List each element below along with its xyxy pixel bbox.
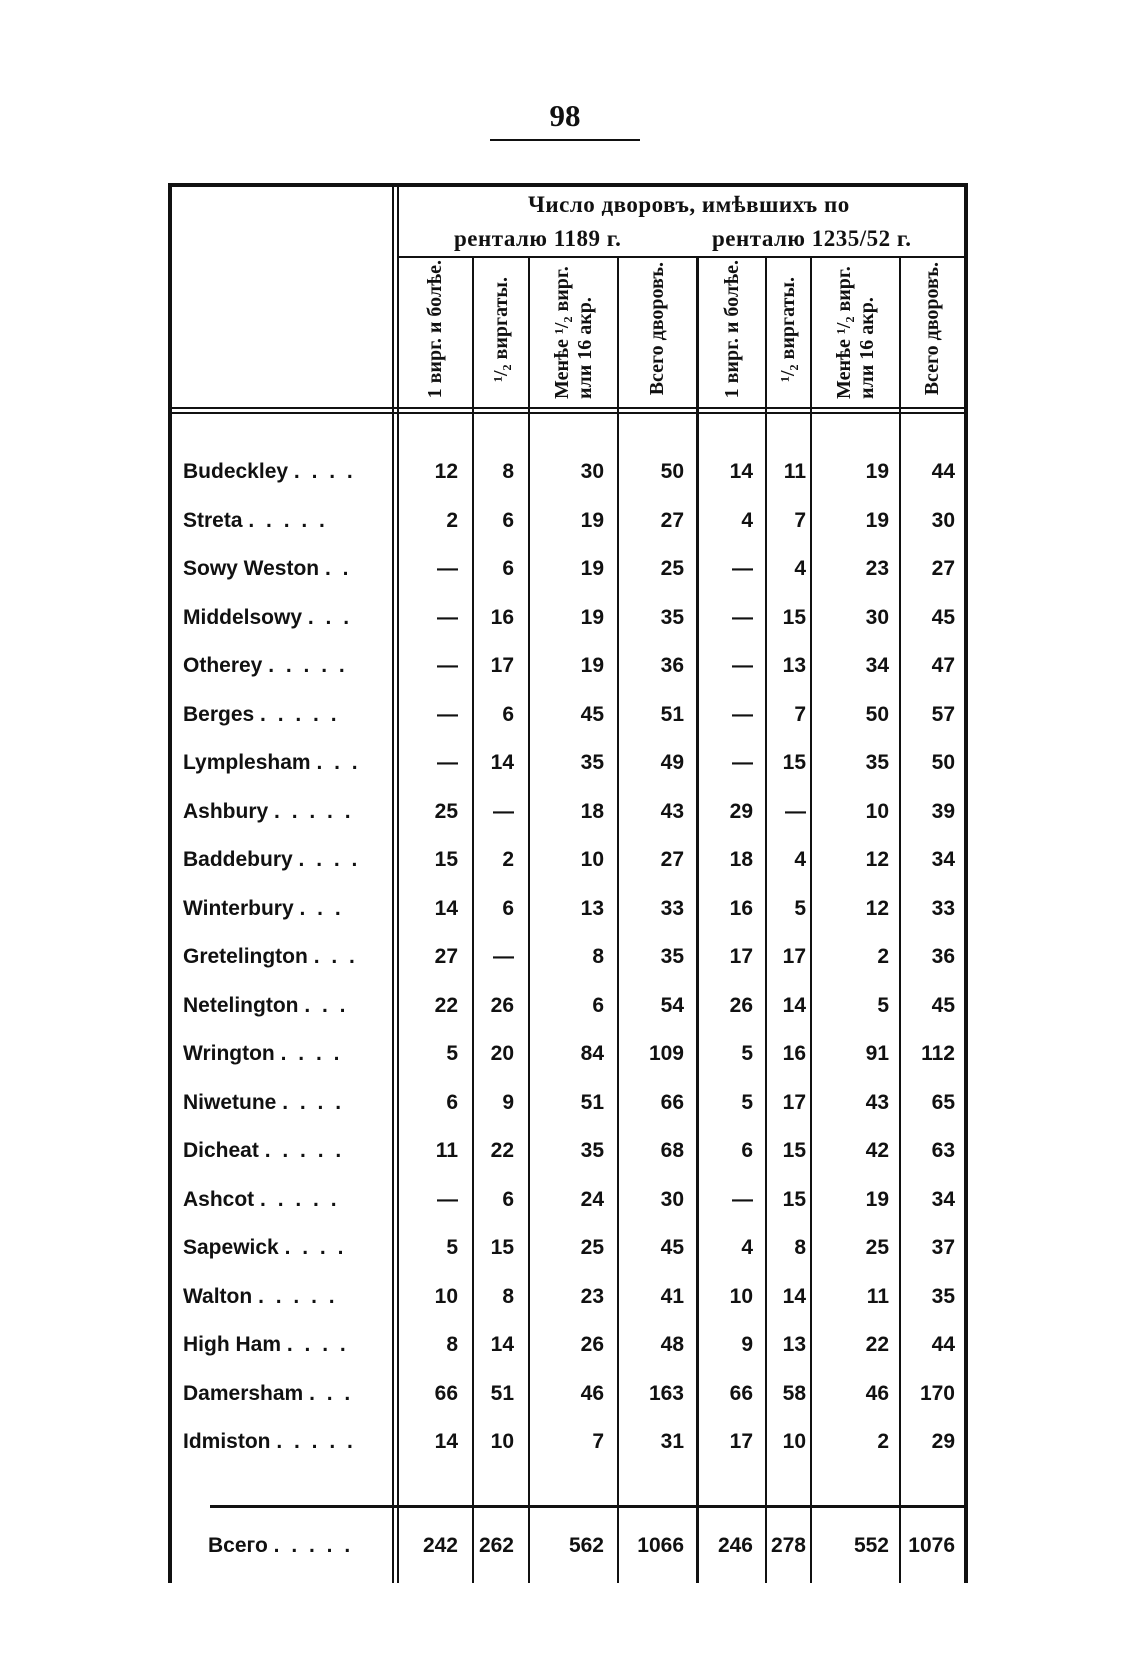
table-cell: 50 [865, 702, 889, 726]
col-header [812, 258, 899, 400]
table-cell: 35 [865, 751, 889, 774]
table-cell: 10 [782, 1430, 806, 1453]
leader-dots: . . . . . [268, 654, 348, 677]
table-cell: 26 [580, 1333, 604, 1356]
row-label [183, 1188, 393, 1212]
place-name: Ashcot [183, 1187, 255, 1211]
table-cell: 19 [580, 557, 604, 580]
table-cell: 23 [865, 557, 889, 580]
table-cell: 30 [931, 508, 955, 532]
table-cell: 44 [931, 1333, 955, 1356]
row-label [183, 557, 393, 581]
col-header [619, 258, 696, 400]
table-cell: 112 [921, 1042, 955, 1065]
row-label [183, 945, 393, 969]
table-cell: 49 [660, 751, 684, 774]
table-cell: — [437, 1187, 458, 1211]
table-cell: — [732, 557, 753, 580]
table-cell: 15 [782, 605, 806, 629]
leader-dots: . . . [313, 945, 358, 968]
table-cell: 35 [660, 945, 684, 968]
table-cell: 45 [660, 1236, 684, 1259]
table-cell: 24 [580, 1187, 604, 1211]
place-name: Niwetune [183, 1090, 277, 1114]
leader-dots: . . . . . [260, 1187, 340, 1211]
table-cell: 68 [660, 1139, 684, 1162]
table-cell: 45 [931, 993, 955, 1017]
place-name: Idmiston [183, 1430, 271, 1453]
table-cell: 11 [866, 1284, 889, 1308]
table-cell: 8 [502, 1284, 514, 1308]
table-cell: 18 [729, 848, 753, 871]
table-cell: — [493, 945, 514, 968]
table-cell: 13 [782, 1333, 806, 1356]
place-name: Otherey [183, 654, 263, 677]
table-cell: 10 [865, 799, 889, 823]
row-label [183, 897, 393, 921]
table-cell: 5 [794, 896, 806, 920]
table-cell: 23 [580, 1284, 604, 1308]
table-cell: 6 [502, 1187, 514, 1211]
table-cell: 15 [434, 848, 458, 871]
header-bottom-rule [172, 407, 964, 409]
leader-dots: . . . . . [258, 1284, 338, 1308]
col-sep-2 [528, 258, 530, 1583]
table-cell: 26 [729, 993, 753, 1017]
table-cell: 10 [490, 1430, 514, 1453]
table-cell: 19 [580, 654, 604, 677]
table-cell: 19 [865, 1187, 889, 1211]
table-cell: 109 [648, 1042, 684, 1065]
table-cell: 8 [502, 460, 514, 483]
table-cell: 66 [434, 1381, 458, 1405]
row-label [183, 1091, 393, 1115]
table-cell: 51 [490, 1381, 514, 1405]
table-cell: 5 [877, 993, 889, 1017]
place-name: Berges [183, 702, 255, 726]
table-cell: 54 [660, 993, 684, 1017]
table-cell: 46 [580, 1381, 604, 1405]
page-number: 98 [549, 98, 581, 133]
leader-dots: . . . . . [264, 1139, 345, 1162]
col-header [901, 258, 964, 400]
col-header [530, 258, 617, 400]
place-name: Middelsowy [183, 605, 303, 629]
table-cell: 57 [931, 702, 955, 726]
table-cell: 18 [580, 799, 604, 823]
table-cell: — [732, 605, 753, 629]
place-name: Dicheat [183, 1139, 259, 1162]
table-cell: 16 [729, 896, 753, 920]
place-name: Winterbury [183, 896, 294, 920]
col-header-label: Всего дворовъ. [921, 262, 943, 396]
row-label [183, 848, 393, 872]
place-name: Sowy Weston [183, 557, 320, 580]
table-cell: 43 [865, 1090, 889, 1114]
table-cell: 35 [660, 605, 684, 629]
table-cell: 15 [782, 1139, 806, 1162]
place-name: Lymplesham [183, 751, 311, 774]
table-cell: 11 [783, 460, 806, 483]
col-header-label: Менѣе ¹/₂ вирг. или 16 акр. [832, 266, 878, 399]
leader-dots: . . . [309, 1381, 354, 1405]
row-label [183, 994, 393, 1018]
leader-dots: . . . . [284, 1236, 347, 1259]
table-cell: 46 [865, 1381, 889, 1405]
table-cell: 22 [865, 1333, 889, 1356]
leader-dots: . . . [299, 896, 344, 920]
table-cell: 34 [931, 848, 955, 871]
table-cell: 45 [580, 702, 604, 726]
header-title: Число дворовъ, имѣвшихъ по [528, 192, 850, 217]
table-cell: 5 [741, 1090, 753, 1114]
table-cell: 16 [490, 605, 514, 629]
place-name: Wrington [183, 1042, 275, 1065]
col-header-label: ¹/₂ виргаты. [777, 276, 799, 382]
table-cell: 12 [865, 896, 889, 920]
col-header-label: Всего дворовъ. [646, 262, 668, 396]
table-cell: 22 [434, 993, 458, 1017]
table-cell: 9 [741, 1333, 753, 1356]
table-cell: 34 [865, 654, 889, 677]
total-cell: 562 [568, 1534, 604, 1557]
table-cell: 66 [660, 1090, 684, 1114]
table-cell: 51 [660, 702, 684, 726]
table-cell: 30 [865, 605, 889, 629]
label-column-rule [392, 187, 394, 1583]
table-cell: 35 [580, 1139, 604, 1162]
col-header [699, 258, 765, 400]
leader-dots: . . . . [286, 1333, 349, 1356]
table-cell: 41 [660, 1284, 684, 1308]
place-name: Ashbury [183, 799, 269, 823]
table-cell: — [785, 799, 806, 823]
table-cell: 50 [931, 751, 955, 774]
table-cell: 9 [502, 1090, 514, 1114]
leader-dots: . . . . [280, 1042, 343, 1065]
leader-dots: . . . [304, 993, 349, 1017]
table-cell: 25 [434, 799, 458, 823]
table-cell: 10 [729, 1284, 753, 1308]
table-cell: 27 [931, 557, 955, 580]
table-cell: 6 [502, 702, 514, 726]
table-cell: 10 [434, 1284, 458, 1308]
place-name: Baddebury [183, 848, 293, 871]
table-cell: 19 [865, 460, 889, 483]
table-cell: 4 [794, 557, 806, 580]
table-right-border [964, 183, 968, 1583]
row-label [183, 606, 393, 630]
row-label [183, 1236, 393, 1260]
table-cell: 7 [592, 1430, 604, 1453]
table-cell: 14 [782, 1284, 806, 1308]
table-cell: 51 [580, 1090, 604, 1114]
table-cell: 50 [660, 460, 684, 483]
table-cell: 58 [782, 1381, 806, 1405]
table-cell: 14 [729, 460, 753, 483]
table-cell: — [732, 654, 753, 677]
table-cell: 15 [782, 1187, 806, 1211]
table-cell: 30 [660, 1187, 684, 1211]
table-cell: 14 [490, 1333, 514, 1356]
table-cell: 16 [782, 1042, 806, 1065]
table-cell: 45 [931, 605, 955, 629]
row-label [183, 1139, 393, 1163]
table-cell: — [732, 1187, 753, 1211]
table-cell: 15 [490, 1236, 514, 1259]
col-sep-6 [810, 258, 812, 1583]
table-cell: 30 [580, 460, 604, 483]
place-name: Sapewick [183, 1236, 279, 1259]
table-cell: 48 [660, 1333, 684, 1356]
table-cell: — [437, 751, 458, 774]
place-name: High Ham [183, 1333, 282, 1356]
col-header [399, 258, 472, 400]
table-cell: 10 [580, 848, 604, 871]
table-cell: 26 [490, 993, 514, 1017]
table-cell: 39 [931, 799, 955, 823]
table-cell: 17 [729, 1430, 753, 1453]
table-cell: 5 [446, 1236, 458, 1259]
row-label [183, 800, 393, 824]
table-cell: 25 [580, 1236, 604, 1259]
table-cell: 2 [877, 945, 889, 968]
table-cell: 5 [741, 1042, 753, 1065]
table-cell: 17 [782, 1090, 806, 1114]
table-cell: 14 [434, 1430, 458, 1453]
table-cell: 34 [931, 1187, 955, 1211]
table-cell: — [732, 702, 753, 726]
table-cell: 27 [660, 848, 684, 871]
place-name: Damersham [183, 1381, 304, 1405]
table-cell: 8 [446, 1333, 458, 1356]
table-cell: 2 [446, 508, 458, 532]
leader-dots: . . . [316, 751, 361, 774]
table-cell: 65 [931, 1090, 955, 1114]
row-label [183, 1382, 393, 1406]
row-label [183, 1285, 393, 1309]
table-cell: 31 [660, 1430, 684, 1453]
table-cell: 8 [794, 1236, 806, 1259]
table-cell: 27 [660, 508, 684, 532]
header-bottom-rule-2 [172, 412, 964, 414]
leader-dots: . . . . [282, 1090, 345, 1114]
table-cell: 4 [794, 848, 806, 871]
table-cell: — [493, 799, 514, 823]
header-group-1235: ренталю 1235/52 г. [712, 226, 912, 251]
table-cell: 35 [580, 751, 604, 774]
leader-dots: . . . . . [248, 508, 328, 532]
leader-dots: . . . . . [274, 799, 354, 823]
col-header-label: 1 вирг. и болѣе. [424, 259, 446, 399]
total-cell: 552 [853, 1534, 889, 1557]
leader-dots: . . . [307, 605, 353, 629]
leader-dots: . . . . . [276, 1430, 356, 1453]
table-cell: 63 [931, 1139, 955, 1162]
table-cell: 7 [794, 702, 806, 726]
table-cell: 5 [446, 1042, 458, 1065]
place-name: Budeckley [183, 460, 289, 483]
table-cell: — [437, 654, 458, 677]
table-cell: 6 [446, 1090, 458, 1114]
header-group-1189: ренталю 1189 г. [454, 226, 622, 251]
total-dots: . . . . . [273, 1534, 354, 1557]
row-label [183, 654, 393, 678]
table-cell: 163 [648, 1381, 684, 1405]
table-cell: 47 [931, 654, 955, 677]
table-cell: 11 [435, 1139, 458, 1162]
table-cell: 14 [782, 993, 806, 1017]
table-cell: 66 [729, 1381, 753, 1405]
table-cell: 19 [580, 605, 604, 629]
leader-dots: . . . . . [260, 702, 340, 726]
table-cell: 4 [741, 1236, 753, 1259]
table-cell: 36 [660, 654, 684, 677]
table-cell: 19 [580, 508, 604, 532]
table-cell: 19 [865, 508, 889, 532]
table-cell: 12 [434, 460, 458, 483]
total-cell: 242 [422, 1534, 458, 1557]
col-header-label: Менѣе ¹/₂ вирг. или 16 акр. [550, 266, 596, 399]
table-cell: 15 [782, 751, 806, 774]
col-header-label: ¹/₂ виргаты. [489, 276, 512, 382]
table-cell: 42 [865, 1139, 889, 1162]
table-cell: 37 [931, 1236, 955, 1259]
table-cell: 20 [490, 1042, 514, 1065]
table-cell: 22 [490, 1139, 514, 1162]
table-cell: 6 [502, 896, 514, 920]
col-header [767, 258, 810, 400]
col-header-label: 1 вирг. и болѣе. [720, 259, 743, 399]
table-cell: 7 [794, 508, 806, 532]
table-cell: 91 [865, 1042, 889, 1065]
table-cell: 2 [877, 1430, 889, 1453]
leader-dots: . . [324, 557, 352, 580]
table-cell: 2 [502, 848, 514, 871]
total-row-label [208, 1534, 398, 1558]
row-label [183, 1430, 393, 1454]
table-cell: 44 [931, 460, 955, 483]
table-cell: 14 [434, 896, 458, 920]
table-cell: 6 [502, 557, 514, 580]
table-cell: 17 [729, 945, 753, 968]
place-name: Streta [183, 508, 243, 532]
table-cell: 6 [592, 993, 604, 1017]
table-cell: 29 [931, 1430, 955, 1453]
table-cell: 29 [729, 799, 753, 823]
table-cell: 13 [580, 896, 604, 920]
table-cell: 17 [782, 945, 806, 968]
table-cell: 12 [865, 848, 889, 871]
table-cell: 43 [660, 799, 684, 823]
row-label [183, 1333, 393, 1357]
table-cell: 17 [490, 654, 514, 677]
total-cell: 262 [478, 1534, 514, 1557]
table-top-border [168, 183, 968, 187]
place-name: Netelington [183, 993, 299, 1017]
place-name: Walton [183, 1284, 253, 1308]
col-header [474, 258, 528, 400]
table-cell: 33 [931, 896, 955, 920]
table-cell: — [437, 605, 458, 629]
table-cell: — [437, 557, 458, 580]
row-label [183, 1042, 393, 1066]
table-cell: 27 [434, 945, 458, 968]
total-top-rule [210, 1505, 964, 1508]
row-label [183, 751, 393, 775]
table-cell: 6 [502, 508, 514, 532]
row-label [183, 509, 393, 533]
leader-dots: . . . . [293, 460, 356, 483]
table-cell: 6 [741, 1139, 753, 1162]
table-cell: 33 [660, 896, 684, 920]
table-cell: — [732, 751, 753, 774]
row-label [183, 460, 393, 484]
table-left-border [168, 183, 172, 1583]
total-cell: 1076 [908, 1534, 955, 1557]
place-name: Gretelington [183, 945, 308, 968]
table-cell: 170 [919, 1381, 955, 1405]
leader-dots: . . . . [298, 848, 361, 871]
table-cell: 14 [490, 751, 514, 774]
total-cell: 246 [717, 1534, 753, 1557]
table-cell: 84 [580, 1042, 604, 1065]
table-cell: 25 [660, 557, 684, 580]
table-cell: — [437, 702, 458, 726]
table-cell: 4 [741, 508, 753, 532]
table-cell: 25 [865, 1236, 889, 1259]
row-label [183, 703, 393, 727]
table-cell: 13 [782, 654, 806, 677]
total-cell: 1066 [637, 1534, 684, 1557]
table-cell: 36 [931, 945, 955, 968]
total-label: Всего [208, 1534, 268, 1557]
total-cell: 278 [770, 1534, 806, 1557]
table-cell: 35 [931, 1284, 955, 1308]
table-cell: 8 [592, 945, 604, 968]
